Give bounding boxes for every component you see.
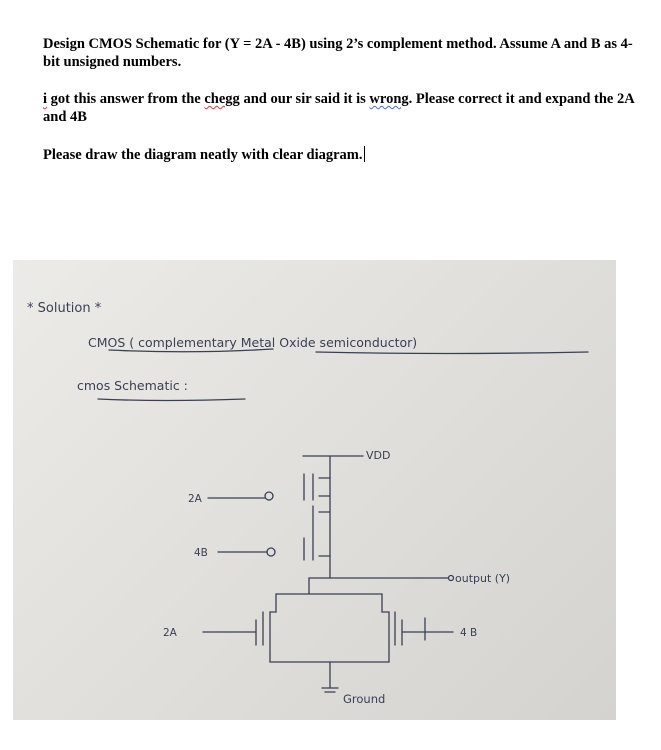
question-text: and our sir said it is <box>239 91 370 107</box>
pmos-4b-bubble <box>267 548 275 556</box>
underline <box>98 399 245 401</box>
misspelled-word: chegg <box>204 91 240 107</box>
question-text: Design CMOS Schematic for (Y = 2A - 4B) using 2’s complement method. Assume A and B as 4-bit unsigned numbers. <box>43 36 633 70</box>
input-4b-top-label: 4B <box>194 547 208 559</box>
underline <box>316 352 588 354</box>
misspelled-word: i <box>43 91 48 107</box>
input-2a-top-label: 2A <box>188 493 202 505</box>
vdd-label: VDD <box>366 449 391 462</box>
pmos-4b-channel <box>319 512 330 556</box>
output-label: output (Y) <box>455 572 511 585</box>
question-text: Please draw the diagram neatly with clear diagram. <box>43 147 363 163</box>
grammar-flag-word: wrong <box>369 91 409 107</box>
question-line-2 <box>43 90 643 126</box>
nmos-bottom-rail <box>270 655 389 662</box>
schematic-label: cmos Schematic : <box>77 378 188 393</box>
nmos-4b-channel <box>382 594 389 655</box>
input-2a-bottom-label: 2A <box>163 627 177 639</box>
pmos-2a-channel <box>319 478 330 496</box>
question-line-1 <box>43 35 643 71</box>
pmos-2a-bubble <box>265 492 273 500</box>
nmos-2a-channel <box>270 594 276 655</box>
question-text: got this answer from the <box>47 91 205 107</box>
input-4b-bottom-label: 4 B <box>460 627 478 639</box>
text-cursor <box>364 146 365 162</box>
question-line-3 <box>43 146 643 164</box>
ground-label: Ground <box>343 692 386 706</box>
question-text: . Please correct it and expand the 2A and 4B <box>43 91 634 125</box>
solution-label: * Solution * <box>27 301 102 316</box>
schematic-drawing <box>13 260 616 720</box>
handwritten-solution-photo <box>13 260 616 720</box>
cmos-definition: CMOS ( complementary Metal Oxide semiconductor) <box>88 335 418 350</box>
output-node <box>449 576 454 581</box>
